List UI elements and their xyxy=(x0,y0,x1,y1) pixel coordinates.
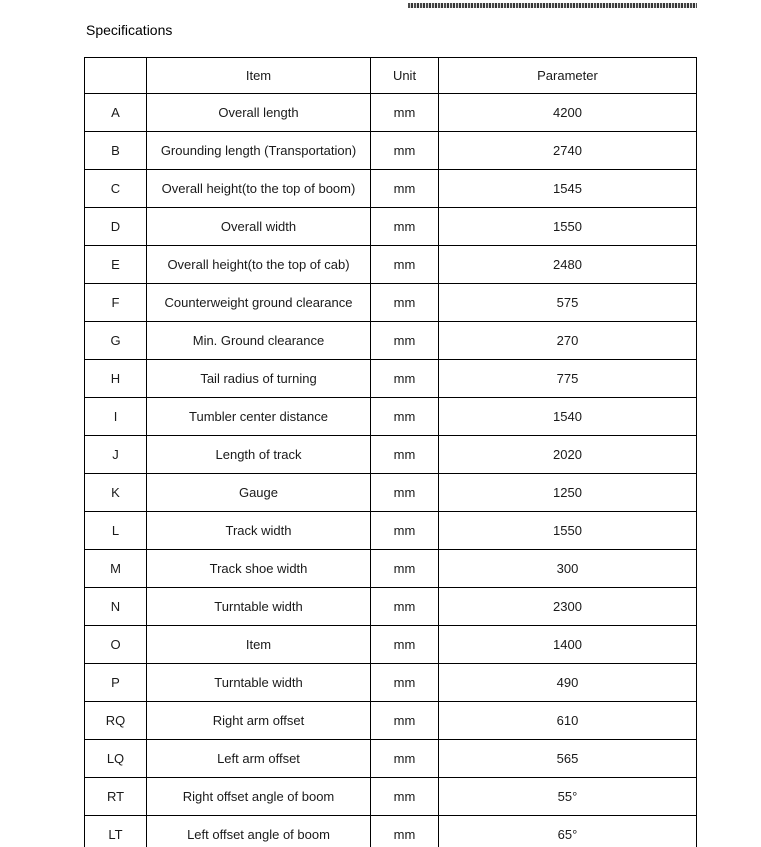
table-row xyxy=(85,436,697,474)
item-cell: Counterweight ground clearance xyxy=(147,284,371,322)
parameter-cell: 775 xyxy=(439,360,697,398)
parameter-cell: 1550 xyxy=(439,208,697,246)
parameter-cell: 2020 xyxy=(439,436,697,474)
row-code-cell: N xyxy=(85,588,147,626)
unit-cell: mm xyxy=(371,132,439,170)
unit-cell: mm xyxy=(371,588,439,626)
table-row xyxy=(85,398,697,436)
item-cell: Track shoe width xyxy=(147,550,371,588)
unit-cell: mm xyxy=(371,94,439,132)
row-code-cell: C xyxy=(85,170,147,208)
unit-cell: mm xyxy=(371,398,439,436)
unit-cell: mm xyxy=(371,664,439,702)
column-header: Item xyxy=(147,58,371,94)
unit-cell: mm xyxy=(371,626,439,664)
item-cell: Gauge xyxy=(147,474,371,512)
row-code-cell: G xyxy=(85,322,147,360)
parameter-cell: 610 xyxy=(439,702,697,740)
row-code-cell: RT xyxy=(85,778,147,816)
table-row xyxy=(85,246,697,284)
parameter-cell: 1400 xyxy=(439,626,697,664)
table-row xyxy=(85,664,697,702)
parameter-cell: 490 xyxy=(439,664,697,702)
spec-table-body xyxy=(85,94,697,847)
unit-cell: mm xyxy=(371,360,439,398)
table-row xyxy=(85,740,697,778)
parameter-cell: 55° xyxy=(439,778,697,816)
item-cell: Overall width xyxy=(147,208,371,246)
table-row xyxy=(85,778,697,816)
row-code-cell: RQ xyxy=(85,702,147,740)
row-code-cell: K xyxy=(85,474,147,512)
row-code-cell: I xyxy=(85,398,147,436)
table-row xyxy=(85,94,697,132)
parameter-cell: 1550 xyxy=(439,512,697,550)
unit-cell: mm xyxy=(371,816,439,847)
item-cell: Overall height(to the top of cab) xyxy=(147,246,371,284)
row-code-cell: D xyxy=(85,208,147,246)
item-cell: Overall height(to the top of boom) xyxy=(147,170,371,208)
table-row xyxy=(85,512,697,550)
table-row xyxy=(85,360,697,398)
unit-cell: mm xyxy=(371,740,439,778)
table-row xyxy=(85,132,697,170)
top-edge-text-artifact xyxy=(408,3,697,8)
specifications-table xyxy=(84,57,697,847)
table-row xyxy=(85,626,697,664)
row-code-cell: L xyxy=(85,512,147,550)
row-code-cell: O xyxy=(85,626,147,664)
unit-cell: mm xyxy=(371,436,439,474)
table-row xyxy=(85,322,697,360)
item-cell: Overall length xyxy=(147,94,371,132)
item-cell: Turntable width xyxy=(147,588,371,626)
parameter-cell: 65° xyxy=(439,816,697,847)
parameter-cell: 2480 xyxy=(439,246,697,284)
parameter-cell: 2300 xyxy=(439,588,697,626)
row-code-cell: J xyxy=(85,436,147,474)
table-row xyxy=(85,170,697,208)
unit-cell: mm xyxy=(371,170,439,208)
page-title: Specifications xyxy=(86,22,173,38)
item-cell: Track width xyxy=(147,512,371,550)
parameter-cell: 4200 xyxy=(439,94,697,132)
item-cell: Min. Ground clearance xyxy=(147,322,371,360)
parameter-cell: 1250 xyxy=(439,474,697,512)
column-header: Unit xyxy=(371,58,439,94)
parameter-cell: 1540 xyxy=(439,398,697,436)
unit-cell: mm xyxy=(371,512,439,550)
parameter-cell: 2740 xyxy=(439,132,697,170)
parameter-cell: 300 xyxy=(439,550,697,588)
column-header xyxy=(85,58,147,94)
unit-cell: mm xyxy=(371,322,439,360)
spec-table-header-row xyxy=(85,58,697,94)
item-cell: Item xyxy=(147,626,371,664)
table-row xyxy=(85,208,697,246)
row-code-cell: F xyxy=(85,284,147,322)
table-row xyxy=(85,702,697,740)
row-code-cell: A xyxy=(85,94,147,132)
row-code-cell: E xyxy=(85,246,147,284)
row-code-cell: LT xyxy=(85,816,147,847)
item-cell: Tail radius of turning xyxy=(147,360,371,398)
row-code-cell: LQ xyxy=(85,740,147,778)
row-code-cell: H xyxy=(85,360,147,398)
item-cell: Right offset angle of boom xyxy=(147,778,371,816)
parameter-cell: 1545 xyxy=(439,170,697,208)
row-code-cell: M xyxy=(85,550,147,588)
table-row xyxy=(85,588,697,626)
unit-cell: mm xyxy=(371,208,439,246)
item-cell: Grounding length (Transportation) xyxy=(147,132,371,170)
unit-cell: mm xyxy=(371,702,439,740)
unit-cell: mm xyxy=(371,778,439,816)
table-row xyxy=(85,550,697,588)
parameter-cell: 575 xyxy=(439,284,697,322)
item-cell: Right arm offset xyxy=(147,702,371,740)
item-cell: Left arm offset xyxy=(147,740,371,778)
item-cell: Tumbler center distance xyxy=(147,398,371,436)
parameter-cell: 270 xyxy=(439,322,697,360)
row-code-cell: P xyxy=(85,664,147,702)
item-cell: Length of track xyxy=(147,436,371,474)
unit-cell: mm xyxy=(371,284,439,322)
item-cell: Turntable width xyxy=(147,664,371,702)
row-code-cell: B xyxy=(85,132,147,170)
table-row xyxy=(85,284,697,322)
item-cell: Left offset angle of boom xyxy=(147,816,371,847)
column-header: Parameter xyxy=(439,58,697,94)
table-row xyxy=(85,816,697,847)
parameter-cell: 565 xyxy=(439,740,697,778)
unit-cell: mm xyxy=(371,474,439,512)
unit-cell: mm xyxy=(371,550,439,588)
unit-cell: mm xyxy=(371,246,439,284)
table-row xyxy=(85,474,697,512)
